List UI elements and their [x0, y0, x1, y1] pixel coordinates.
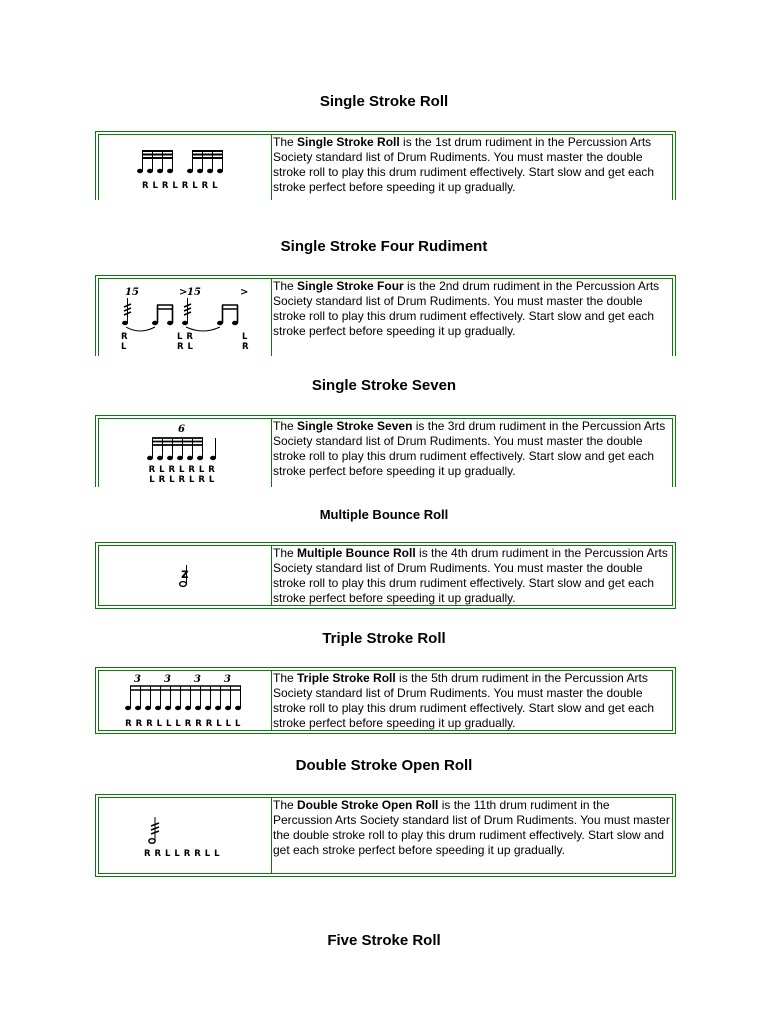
svg-text:6: 6: [178, 424, 185, 435]
notation-cell: [98, 418, 272, 487]
heading-multiple-bounce-roll: Multiple Bounce Roll: [319, 507, 449, 522]
single-stroke-four-notation-icon: [115, 283, 255, 353]
notation-cell: [98, 545, 272, 606]
svg-text:R L R L R L R: R L R L R L R: [148, 465, 216, 475]
triple-stroke-roll-notation-icon: [120, 672, 250, 730]
rudiment-name: Double Stroke Open Roll: [297, 798, 439, 812]
description-cell: The Multiple Bounce Roll is the 4th drum rudiment in the Percussion Arts Society standard list of Drum Rudiments. You must master the double stroke roll to play this drum rudiment effectively. Start slow and get each stroke perfect before speeding it up gradually.: [272, 545, 673, 606]
svg-text:3: 3: [164, 673, 171, 685]
svg-text:15: 15: [187, 286, 201, 298]
rudiment-name: Single Stroke Four: [297, 279, 404, 293]
rudiment-name: Multiple Bounce Roll: [297, 546, 416, 560]
svg-text:R: R: [121, 331, 129, 342]
svg-text:z: z: [181, 566, 189, 582]
svg-text:L: L: [242, 331, 248, 342]
heading-single-stroke-four: Single Stroke Four Rudiment: [280, 238, 488, 255]
description-cell: The Single Stroke Seven is the 3rd drum rudiment in the Percussion Arts Society standard list of Drum Rudiments. You must master the double stroke roll to play this drum rudiment effectively. Start slow and get each stroke perfect before speeding it up gradually.: [272, 418, 673, 487]
description-cell: The Double Stroke Open Roll is the 11th drum rudiment in the Percussion Arts Society standard list of Drum Rudiments. You must master the double stroke roll to play this drum rudiment effectively. Start slow and get each stroke perfect before speeding it up gradually.: [272, 797, 673, 874]
notation-cell: [98, 278, 272, 356]
rudiment-name: Single Stroke Seven: [297, 419, 413, 433]
single-stroke-seven-notation-icon: [140, 420, 230, 486]
svg-text:R L: R L: [177, 341, 194, 352]
heading-triple-stroke-roll: Triple Stroke Roll: [322, 630, 446, 647]
svg-text:L: L: [121, 341, 127, 352]
svg-text:R: R: [242, 341, 250, 352]
description-cell: The Single Stroke Four is the 2nd drum rudiment in the Percussion Arts Society standard list of Drum Rudiments. You must master the double stroke roll to play this drum rudiment effectively. Start slow and get each stroke perfect before speeding it up gradually.: [272, 278, 673, 356]
svg-text:3: 3: [194, 673, 201, 685]
rudiment-table-double-stroke-open-roll: [95, 794, 676, 877]
svg-text:>: >: [240, 286, 249, 298]
svg-text:3: 3: [134, 673, 141, 685]
single-stroke-roll-notation-icon: [130, 143, 240, 193]
notation-cell: [98, 797, 272, 874]
svg-text:R R L L R R L L: R R L L R R L L: [143, 848, 221, 859]
heading-single-stroke-seven: Single Stroke Seven: [311, 377, 457, 394]
double-stroke-open-roll-notation-icon: [140, 811, 230, 861]
svg-text:>: >: [179, 286, 188, 298]
rudiment-table-multiple-bounce-roll: [95, 542, 676, 609]
rudiment-name: Triple Stroke Roll: [297, 671, 396, 685]
multiple-bounce-roll-notation-icon: [170, 561, 200, 591]
notation-cell: [98, 134, 272, 200]
rudiment-table-triple-stroke-roll: [95, 667, 676, 734]
heading-single-stroke-roll: Single Stroke Roll: [319, 93, 449, 110]
rudiment-name: Single Stroke Roll: [297, 135, 400, 149]
description-cell: The Single Stroke Roll is the 1st drum rudiment in the Percussion Arts Society standard list of Drum Rudiments. You must master the double stroke roll to play this drum rudiment effectively. Start slow and get each stroke perfect before speeding it up gradually.: [272, 134, 673, 200]
heading-double-stroke-open-roll: Double Stroke Open Roll: [295, 757, 473, 774]
svg-text:15: 15: [125, 286, 139, 298]
svg-text:R R R L L L R R R L L L: R R R L L L R R R L L L: [125, 718, 241, 729]
sticking-label: R L R L R L R L: [141, 180, 219, 191]
description-cell: The Triple Stroke Roll is the 5th drum rudiment in the Percussion Arts Society standard list of Drum Rudiments. You must master the double stroke roll to play this drum rudiment effectively. Start slow and get each stroke perfect before speeding it up gradually.: [272, 670, 673, 731]
svg-text:L R: L R: [177, 331, 194, 342]
rudiment-table-single-stroke-roll: [95, 131, 676, 200]
svg-text:3: 3: [224, 673, 231, 685]
notation-cell: [98, 670, 272, 731]
svg-text:L R L R L R L: L R L R L R L: [149, 475, 215, 485]
rudiment-table-single-stroke-four: [95, 275, 676, 356]
heading-five-stroke-roll: Five Stroke Roll: [327, 932, 441, 949]
rudiment-table-single-stroke-seven: [95, 415, 676, 487]
